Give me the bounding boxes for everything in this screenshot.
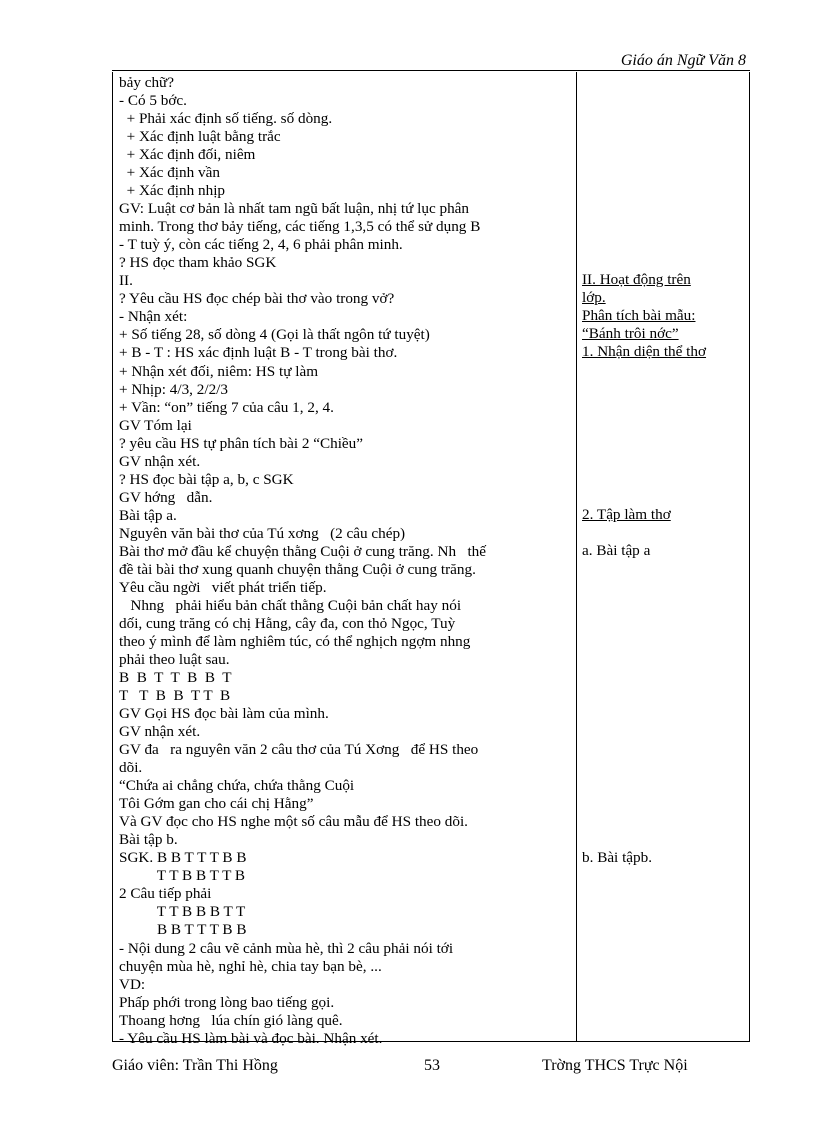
text-line: GV Tóm lại <box>119 416 192 434</box>
text-line: T T B B T T B <box>119 687 231 705</box>
text-line: - Nhận xét: <box>119 308 188 326</box>
teaching-activities-column <box>119 74 573 1048</box>
text-line: - Có 5 bớc. <box>119 92 187 110</box>
exercise-b-label: b. Bài tậpb. <box>582 849 653 866</box>
text-line: dõi. <box>119 759 143 777</box>
document-header-title: Giáo án Ngữ Văn 8 <box>620 52 746 69</box>
text-line: dối, cung trăng có chị Hằng, cây đa, con thỏ Ngọc, Tuỳ <box>119 614 456 632</box>
header-rule <box>112 70 750 71</box>
identify-heading: 1. Nhận diện thể thơ <box>582 343 707 360</box>
text-line: chuyện mùa hè, nghỉ hè, chia tay bạn bè, ... <box>119 957 382 975</box>
text-line: Phấp phới trong lòng bao tiếng gọi. <box>119 993 335 1011</box>
exercise-a-label: a. Bài tập a <box>582 542 651 559</box>
lesson-table <box>112 72 750 1047</box>
text-line: T T B B T T B <box>119 867 246 885</box>
footer-school: Trờng THCS Trực Nội <box>542 1057 688 1074</box>
text-line: Bài thơ mở đầu kể chuyện thằng Cuội ở cung trăng. Nh thế <box>119 542 487 560</box>
text-line: + Xác định vần <box>119 164 220 182</box>
section-ii-heading: II. Hoạt động trên <box>582 271 691 288</box>
text-line: Bài tập b. <box>119 831 178 849</box>
footer-teacher: Giáo viên: Trần Thi Hồng <box>112 1057 278 1074</box>
text-line: GV: Luật cơ bản là nhất tam ngũ bất luận, nhị tứ lục phân <box>119 200 470 218</box>
text-line: Yêu cầu ngời viết phát triển tiếp. <box>119 578 327 596</box>
text-line: Tôi Gớm gan cho cái chị Hằng” <box>119 795 314 813</box>
text-line: Nguyên văn bài thơ của Tú xơng (2 câu chép) <box>119 524 406 542</box>
text-line: + Phải xác định số tiếng. số dòng. <box>119 110 333 128</box>
text-line: ? Yêu cầu HS đọc chép bài thơ vào trong vở? <box>119 290 395 308</box>
text-line: VD: <box>119 975 146 993</box>
text-line: + Xác định nhịp <box>119 182 226 200</box>
text-line: “Chứa ai chẳng chứa, chứa thằng Cuội <box>119 777 355 795</box>
text-line: SGK. B B T T T B B <box>119 849 247 867</box>
text-line: phải theo luật sau. <box>119 651 230 668</box>
text-line: B B T T B B T <box>119 669 232 687</box>
text-line: - Yêu cầu HS làm bài và đọc bài. Nhận xét. <box>119 1029 383 1047</box>
text-line: bảy chữ? <box>119 74 175 91</box>
text-line: + Xác định luật bằng trắc <box>119 128 281 146</box>
practice-heading: 2. Tập làm thơ <box>582 506 671 523</box>
text-line: ? HS đọc tham khảo SGK <box>119 254 277 272</box>
text-line: + B - T : HS xác định luật B - T trong bài thơ. <box>119 344 398 362</box>
text-line: + Nhận xét đối, niêm: HS tự làm <box>119 362 319 380</box>
page-footer <box>112 1056 750 1076</box>
text-line: theo ý mình để làm nghiêm túc, có thể nghịch ngợm nhng <box>119 632 471 650</box>
text-line: GV đa ra nguyên văn 2 câu thơ của Tú Xơng để HS theo <box>119 741 479 759</box>
text-line: đề tài bài thơ xung quanh chuyện thằng Cuội ở cung trăng. <box>119 560 476 578</box>
text-line: Và GV đọc cho HS nghe một số câu mẫu để HS theo dõi. <box>119 813 468 831</box>
text-line: II. <box>119 272 133 290</box>
text-line: - T tuỳ ý, còn các tiếng 2, 4, 6 phải phân minh. <box>119 236 403 254</box>
text-line: T T B B B T T <box>119 903 246 921</box>
text-line: 2 Câu tiếp phải <box>119 885 212 903</box>
text-line: minh. Trong thơ bảy tiếng, các tiếng 1,3,5 có thể sử dụng B <box>119 218 481 236</box>
text-line: GV nhận xét. <box>119 452 201 470</box>
text-line: B B T T T B B <box>119 921 247 939</box>
text-line: + Nhịp: 4/3, 2/2/3 <box>119 380 228 398</box>
text-line: + Xác định đối, niêm <box>119 146 256 164</box>
footer-page-number: 53 <box>424 1057 440 1074</box>
text-line: GV nhận xét. <box>119 723 201 741</box>
text-line: Thoang hơng lúa chín gió làng quê. <box>119 1011 343 1029</box>
text-line: + Vần: “on” tiếng 7 của câu 1, 2, 4. <box>119 398 334 416</box>
analysis-title: Phân tích bài mẫu: <box>582 307 696 324</box>
text-line: Bài tập a. <box>119 506 177 524</box>
text-line: + Số tiếng 28, số dòng 4 (Gọi là thất ngôn tứ tuyệt) <box>119 326 430 344</box>
section-ii-heading-cont: lớp. <box>582 289 606 306</box>
poem-title: “Bánh trôi nớc” <box>582 325 679 342</box>
text-line: ? HS đọc bài tập a, b, c SGK <box>119 470 294 488</box>
text-line: Nhng phải hiểu bản chất thằng Cuội bản chất hay nói <box>119 596 462 614</box>
text-line: GV hớng dẫn. <box>119 488 213 506</box>
text-line: - Nội dung 2 câu vẽ cảnh mùa hè, thì 2 câu phải nói tới <box>119 939 454 957</box>
text-line: GV Gọi HS đọc bài làm của mình. <box>119 705 329 723</box>
text-line: ? yêu cầu HS tự phân tích bài 2 “Chiều” <box>119 434 363 452</box>
column-separator <box>576 72 577 1041</box>
